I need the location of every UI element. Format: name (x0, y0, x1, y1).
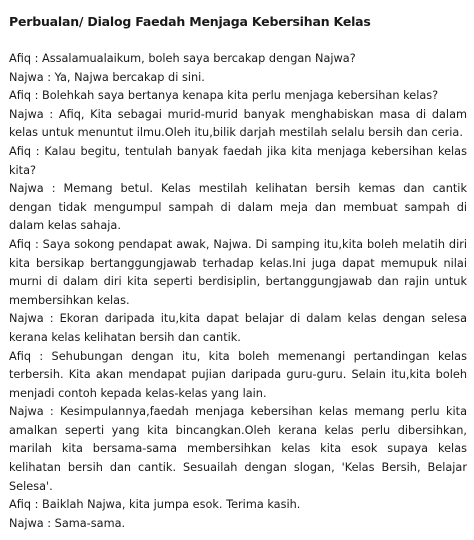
dialog-line: Najwa : Afiq, Kita sebagai murid-murid banyak menghabiskan masa di dalam kelas untuk menuntut ilmu.Oleh itu,bilik darjah mestilah selalu bersih dan ceria. (9, 107, 467, 140)
dialog-line: Afiq : Bolehkah saya bertanya kenapa kita perlu menjaga kebersihan kelas? (9, 89, 439, 103)
dialog-line: Najwa : Kesimpulannya,faedah menjaga kebersihan kelas memang perlu kita amalkan seperti yang kita bincangkan.Oleh kerana kelas perlu dibersihkan, marilah kita bersama-sama membersihkan kelas kita esok supaya kelas kelihatan bersih dan cantik. Sesuailah dengan slogan, 'Kelas Bersih, Belajar Selesa'. (9, 405, 467, 493)
dialog-line: Afiq : Sehubungan dengan itu, kita boleh memenangi pertandingan kelas terbersih. Kita akan mendapat pujian daripada guru-guru. Selain itu,kita boleh menjadi contoh kepada kelas-kelas yang lain. (9, 349, 467, 400)
dialog-line: Najwa : Memang betul. Kelas mestilah kelihatan bersih kemas dan cantik dengan tidak mengumpul sampah di dalam meja dan membuat sampah di dalam kelas sahaja. (9, 182, 467, 233)
dialog-line: Afiq : Baiklah Najwa, kita jumpa esok. Terima kasih. (9, 498, 301, 512)
dialog-line: Najwa : Sama-sama. (9, 516, 126, 530)
document-page (9, 8, 467, 533)
dialog-line: Najwa : Ya, Najwa bercakap di sini. (9, 70, 205, 84)
document-title: Perbualan/ Dialog Faedah Menjaga Kebersihan Kelas (9, 14, 371, 29)
dialog-line: Najwa : Ekoran daripada itu,kita dapat belajar di dalam kelas dengan selesa kerana kelas kelihatan bersih dan cantik. (9, 312, 467, 344)
dialog-line: Afiq : Assalamualaikum, boleh saya bercakap dengan Najwa? (9, 52, 356, 65)
dialog-body (9, 50, 467, 533)
dialog-line: Afiq : Saya sokong pendapat awak, Najwa. Di samping itu,kita boleh melatih diri kita bersikap bertanggungjawab terhadap kelas.Ini juga dapat memupuk nilai murni di dalam diri kita seperti berdisiplin, bertanggungjawab dan rajin untuk membersihkan kelas. (9, 237, 467, 307)
dialog-line: Afiq : Kalau begitu, tentulah banyak faedah jika kita menjaga kebersihan kelas kita? (9, 144, 467, 177)
